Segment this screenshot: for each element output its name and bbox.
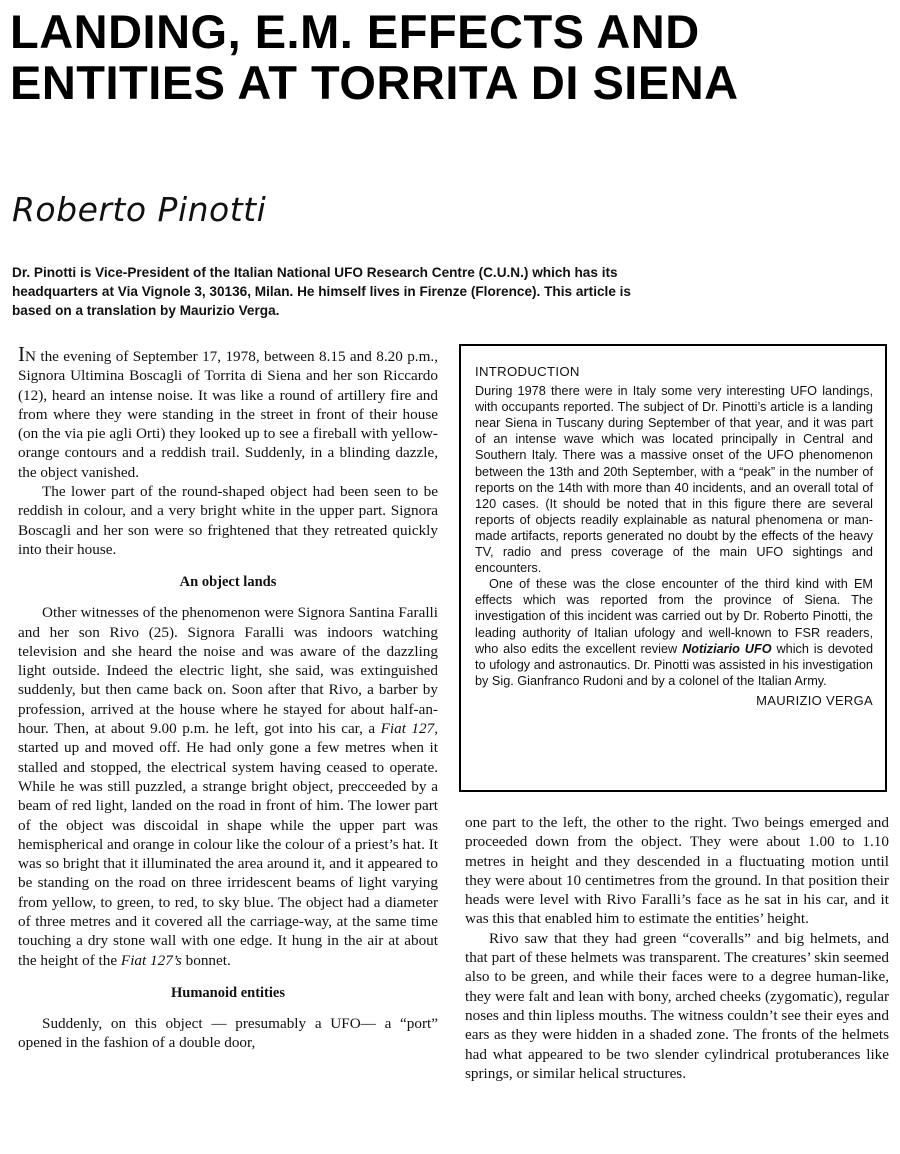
body-paragraph: Rivo saw that they had green “coveralls” and big helmets, and that part of these helmets was transparent. The creatures’ skin seemed also to be green, and while their faces were to a degree human-like, they were falt and lean with bony, arched cheeks (zygomatic), regular noses and thin lipless mouths. The witness couldn’t see their eyes and ears as they were hidden in a shaded zone. The fronts of the helmets had what appeared to be two slender cylindrical protuberances like springs, or similar helical structures. [465,929,889,1082]
paragraph-text: which is devoted to ufology and astronautics. Dr. Pinotti was assisted in his investigation by Sig. Gianfranco Rudoni and by a colonel of the Italian Army. [475,641,874,688]
paragraph-text: N the evening of September 17, 1978, between 8.15 and 8.20 p.m., Signora Ultimina Boscagli of Torrita di Siena and her son Riccardo (12), heard an intense noise. It was like a round of artillery fire and from where they were standing in the street in front of their house (on the via pie agli Orti) they looked up to see a fireball with yellow-orange contours and a reddish trail. Suddenly, in a blinding dazzle, the object vanished. [18,348,438,481]
paragraph-text: , started up and moved off. He had only gone a few metres when it stalled and stopped, the electrical system having ceased to operate. While he was still puzzled, a strange bright object, precceeded by a beam of red light, landed on the road in front of him. The lower part of the object was discoidal in shape while the upper part was hemispherical and orange in colour like the colour of a priest’s hat. It was so bright that it illuminated the area around it, and it appeared to be standing on the road on three irridescent beams of light varying from yellow, to green, to red, to sky blue. The object had a diameter of three metres and it covered all the carriage-way, at the same time touching a dry stone wall with one edge. It hung in the air at about the height of the [18,720,439,969]
car-model: Fiat 127’s [120,951,182,969]
article-right-column [465,813,889,1083]
box-signature: MAURIZIO VERGA [756,692,873,708]
paragraph-text: bonnet. [181,951,231,969]
section-heading: An object lands [179,574,277,591]
body-paragraph: one part to the left, the other to the right. Two beings emerged and proceeded down from the object. They were about 1.00 to 1.10 metres in height and they descended in a fluctuating motion until they were about 10 centimetres from the ground. In that position their heads were level with Rivo Faralli’s face as he sat in his car, and it was this that enabled him to estimate the entities’ height. [465,814,889,928]
paragraph-text: Other witnesses of the phenomenon were Signora Santina Faralli and her son Rivo (25). Signora Faralli was indoors watching television and she heard the noise and was aware of the dazzling light outside. Indeed the electric light, she said, was extinguished suddenly, but then came back on. Soon after that Rivo, a barber by profession, arrived at the house where he stayed for about half-an-hour. Then, at about 9.00 p.m. he left, got into his car, a [18,604,438,738]
body-paragraph [18,342,438,482]
introduction-box [459,344,887,792]
body-paragraph: Suddenly, on this object — presumably a UFO— a “port” opened in the fashion of a double door, [18,1014,438,1052]
paragraph-text: One of these was the close encounter of the third kind with EM effects which was reported from the province of Siena. The investigation of this incident was carried out by Dr. Roberto Pinotti, the leading authority of Italian ufology and well-known to FSR readers, who also edits the excellent review [475,577,873,656]
article-title: LANDING, E.M. EFFECTS AND ENTITIES AT TORRITA DI SIENA [10,5,739,109]
publication-title: Notiziario UFO [682,641,772,656]
section-heading: Humanoid entities [171,984,285,1001]
body-paragraph: The lower part of the round-shaped object had been seen to be reddish in colour, and a very bright white in the upper part. Signora Boscagli and her son were so frightened that they retreated quickly into their house. [18,483,438,558]
author-name: Roberto Pinotti [12,190,267,229]
drop-cap: I [18,342,25,366]
box-heading: INTRODUCTION [475,364,580,379]
box-paragraph: During 1978 there were in Italy some very interesting UFO landings, with occupants reported. The subject of Dr. Pinotti’s article is a landing near Siena in Tuscany during September of that year, and it was part of an intense wave which was located principally in Central and Southern Italy. There was a massive onset of the UFO phenomenon between the 13th and 20th September, with a “peak” in the number of reports on the 14th with more than 40 incidents, and an overall total of 120 cases. (It should be noted that in this figure there are several reports of objects readily explainable as natural phenomena or man-made artifacts, reports generated no doubt by the effects of the heavy TV, radio and press coverage of the main UFO sightings and encounters. [475,384,873,576]
author-bio: Dr. Pinotti is Vice-President of the Italian National UFO Research Centre (C.U.N.) which has its headquarters at Via Vignole 3, 30136, Milan. He himself lives in Firenze (Florence). This article is based on a translation by Maurizio Verga. [12,265,631,318]
car-model: Fiat 127 [380,720,435,738]
body-paragraph [18,603,438,970]
article-left-column [18,342,439,1053]
box-paragraph [475,576,873,689]
